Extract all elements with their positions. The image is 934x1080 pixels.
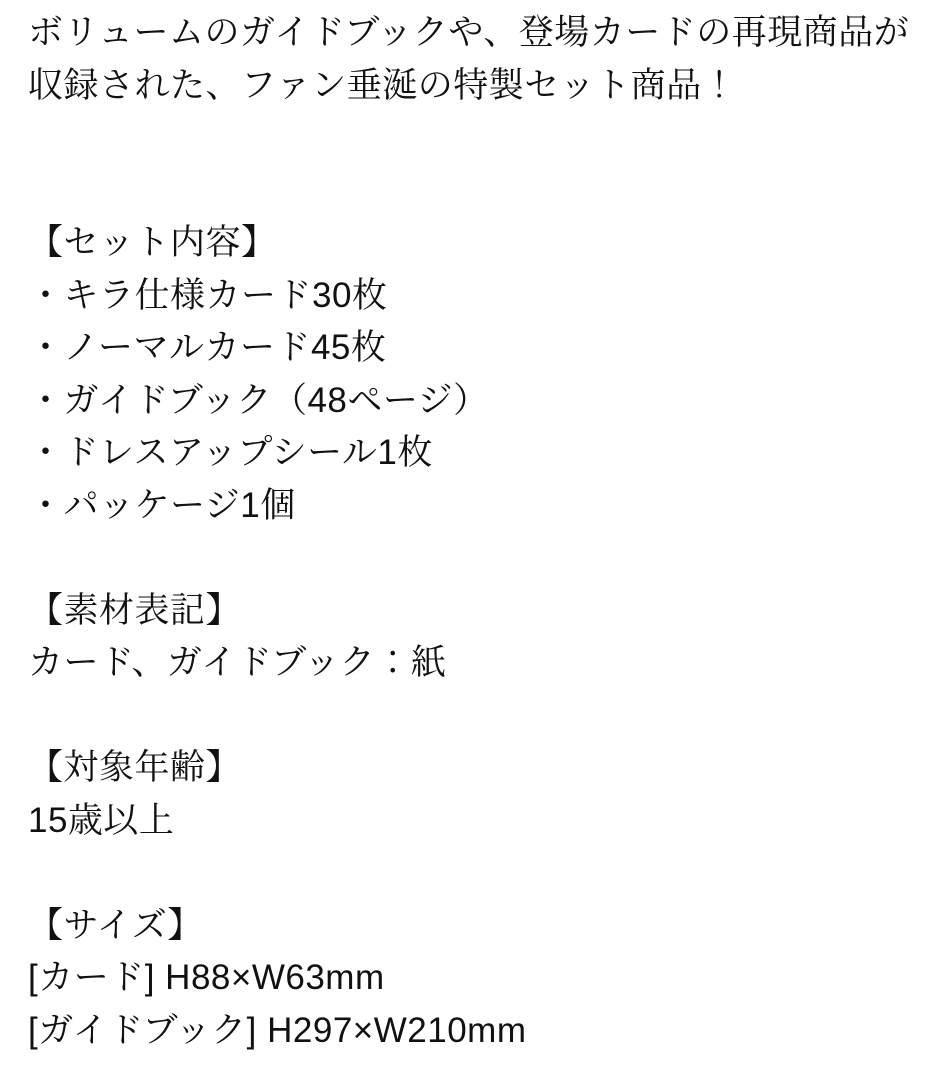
set-content-item: ・ノーマルカード45枚 [28,328,387,367]
section-set-contents [28,217,908,532]
size-line-guidebook: [ガイドブック] H297×W210mm [28,1010,527,1050]
set-content-item: ・パッケージ1個 [28,485,296,525]
set-content-item: ・ドレスアップシール1枚 [28,433,433,472]
material-line: カード、ガイドブック：紙 [28,643,447,682]
section-target-age [28,742,908,847]
section-material [28,585,908,690]
section-heading-set-contents: 【セット内容】 [28,223,277,262]
section-size [28,900,908,1058]
intro-line: ボリュームのガイドブックや、登場カードの再現商品が [28,13,910,52]
target-age-line: 15歳以上 [28,800,175,840]
set-content-item: ・キラ仕様カード30枚 [28,275,388,315]
size-line-card: [カード] H88×W63mm [28,958,385,997]
section-heading-material: 【素材表記】 [28,590,242,630]
set-content-item: ・ガイドブック（48ページ） [28,380,489,420]
intro-line: 収録された、ファン垂涎の特製セット商品！ [28,65,738,105]
section-heading-target-age: 【対象年齢】 [28,748,242,787]
intro-paragraph [28,7,908,112]
section-heading-size: 【サイズ】 [28,905,203,945]
